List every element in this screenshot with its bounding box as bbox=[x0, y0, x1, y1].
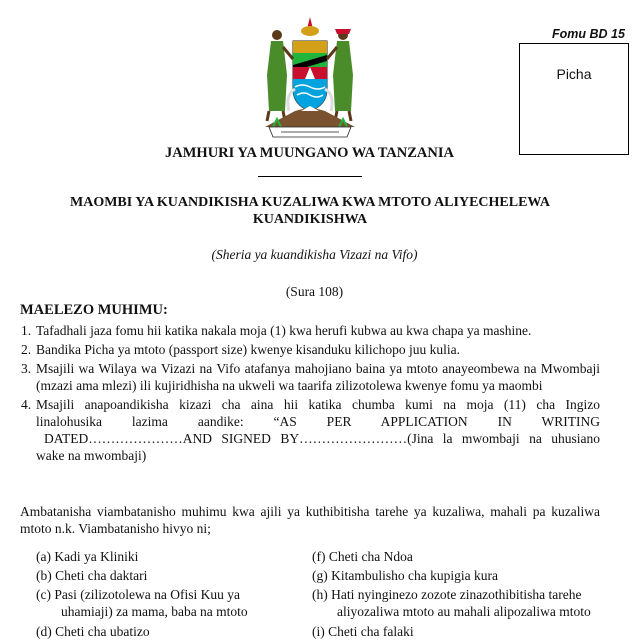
important-heading: MAELEZO MUHIMU: bbox=[20, 302, 168, 318]
chapter-reference: (Sura 108) bbox=[285, 284, 344, 299]
attachment-item: (b) Cheti cha daktari bbox=[36, 568, 148, 583]
instruction-item bbox=[0, 322, 600, 339]
instruction-item bbox=[0, 341, 600, 358]
instruction-text-line: wake na mwombaji) bbox=[36, 448, 147, 463]
instruction-number: 1. bbox=[21, 323, 32, 338]
attachment-item: (g) Kitambulisho cha kupigia kura bbox=[312, 568, 498, 583]
attachment-item: (a) Kadi ya Kliniki bbox=[36, 549, 139, 564]
attachment-item bbox=[312, 586, 591, 620]
attachments-intro: Ambatanisha viambatanisho muhimu kwa ajili ya kuthibitisha tarehe ya kuzaliwa, mahali pa kuzaliwa mtoto n.k. Viambatanisho hivyo ni; bbox=[20, 504, 600, 536]
instruction-number: 4. bbox=[21, 397, 32, 412]
instruction-item bbox=[0, 396, 600, 464]
photo-label: Picha bbox=[556, 66, 592, 82]
instruction-text-line: linalohusika lazima aandike: “AS PER APPLICATION IN WRITING bbox=[36, 414, 600, 429]
form-code: Fomu BD 15 bbox=[552, 27, 625, 41]
attachment-item: (f) Cheti cha Ndoa bbox=[312, 549, 413, 564]
attachment-item bbox=[36, 586, 248, 620]
coat-of-arms-icon bbox=[255, 15, 365, 140]
instruction-text-line: DATED…………………AND SIGNED BY……………………(Jina la mwombaji na uhusiano bbox=[44, 431, 600, 446]
instruction-text-line: Msajili anapoandikisha kizazi cha aina hii katika chumba kumi na moja (11) cha Ingizo bbox=[36, 397, 600, 412]
photo-box bbox=[519, 43, 629, 155]
law-reference: (Sheria ya kuandikisha Vizazi na Vifo) bbox=[211, 247, 418, 262]
republic-title: JAMHURI YA MUUNGANO WA TANZANIA bbox=[165, 145, 454, 161]
attachment-item: (i) Cheti cha falaki bbox=[312, 624, 414, 639]
form-title bbox=[40, 194, 580, 228]
attachment-line: (h) Hati nyinginezo zozote zinazothibitisha tarehe bbox=[312, 587, 582, 602]
attachment-line: uhamiaji) za mama, baba na mtoto bbox=[61, 604, 248, 619]
form-title-line: MAOMBI YA KUANDIKISHA KUZALIWA KWA MTOTO ALIYECHELEWA bbox=[70, 195, 550, 210]
instruction-text: Bandika Picha ya mtoto (passport size) kwenye kisanduku kilichopo juu kulia. bbox=[36, 342, 461, 357]
instruction-text: Tafadhali jaza fomu hii katika nakala moja (1) kwa herufi kubwa au kwa chapa ya mashine. bbox=[36, 323, 532, 338]
attachment-line: (c) Pasi (zilizotolewa na Ofisi Kuu ya bbox=[36, 587, 240, 602]
form-title-line: KUANDIKISHWA bbox=[252, 212, 368, 227]
instructions-list bbox=[0, 322, 600, 466]
instruction-number: 2. bbox=[21, 342, 32, 357]
title-divider bbox=[258, 176, 362, 177]
attachment-line: aliyozaliwa mtoto au mahali alipozaliwa mtoto bbox=[337, 604, 591, 619]
instruction-text: Msajili wa Wilaya wa Vizazi na Vifo atafanya mahojiano baina ya mtoto anayeombewa na Mwombaji (mzazi ama mlezi) ili kujiridhisha na ukweli wa taarifa zilizotolewa kwenye fomu ya maombi bbox=[36, 361, 600, 393]
instruction-number: 3. bbox=[21, 361, 32, 376]
attachment-item: (d) Cheti cha ubatizo bbox=[36, 624, 150, 639]
instruction-item bbox=[0, 360, 600, 394]
